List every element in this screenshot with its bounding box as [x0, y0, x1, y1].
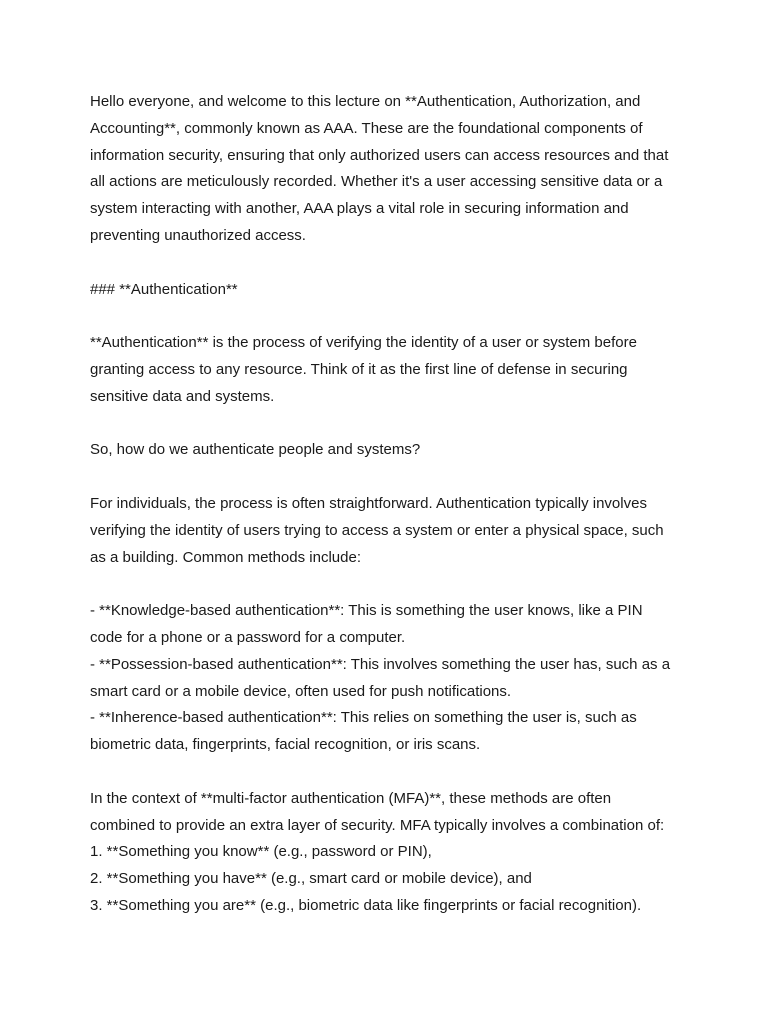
list-item-line: code for a phone or a password for a computer.	[90, 628, 406, 646]
section-heading	[90, 277, 690, 304]
text-line: For individuals, the process is often straightforward. Authentication typically involves	[90, 494, 647, 512]
list-item-line: 2. **Something you have** (e.g., smart card or mobile device), and	[90, 870, 532, 888]
text-line: preventing unauthorized access.	[90, 226, 306, 244]
list-item-line: smart card or a mobile device, often used for push notifications.	[90, 682, 512, 700]
text-line: Accounting**, commonly known as AAA. These are the foundational components of	[90, 119, 643, 137]
heading-line: ### **Authentication**	[90, 280, 238, 298]
text-line: combined to provide an extra layer of security. MFA typically involves a combination of:	[90, 816, 665, 834]
list-item-line: - **Knowledge-based authentication**: This is something the user knows, like a PIN	[90, 602, 643, 620]
paragraph-gap	[90, 571, 690, 598]
paragraph-gap	[90, 464, 690, 491]
text-line: verifying the identity of users trying to access a system or enter a physical space, such	[90, 521, 664, 539]
text-line: all actions are meticulously recorded. Whether it's a user accessing sensitive data or a	[90, 173, 663, 191]
text-line: So, how do we authenticate people and systems?	[90, 441, 421, 459]
individuals-paragraph	[90, 491, 690, 571]
list-item-line: - **Inherence-based authentication**: This relies on something the user is, such as	[90, 709, 637, 727]
text-line: system interacting with another, AAA plays a vital role in securing information and	[90, 200, 629, 218]
paragraph-gap	[90, 411, 690, 438]
definition-paragraph	[90, 330, 690, 410]
document-page	[90, 89, 690, 920]
intro-paragraph	[90, 89, 690, 250]
paragraph-gap	[90, 759, 690, 786]
list-item-line: 1. **Something you know** (e.g., password or PIN),	[90, 843, 432, 861]
text-line: information security, ensuring that only authorized users can access resources and that	[90, 146, 669, 164]
paragraph-gap	[90, 303, 690, 330]
text-line: In the context of **multi-factor authentication (MFA)**, these methods are often	[90, 789, 612, 807]
methods-list	[90, 598, 690, 759]
text-line: as a building. Common methods include:	[90, 548, 361, 566]
paragraph-gap	[90, 250, 690, 277]
text-line: granting access to any resource. Think of it as the first line of defense in securing	[90, 360, 628, 378]
list-item-line: - **Possession-based authentication**: This involves something the user has, such as a	[90, 655, 671, 673]
list-item-line: biometric data, fingerprints, facial recognition, or iris scans.	[90, 736, 481, 754]
text-line: Hello everyone, and welcome to this lecture on **Authentication, Authorization, and	[90, 93, 641, 110]
question-paragraph	[90, 437, 690, 464]
text-line: **Authentication** is the process of verifying the identity of a user or system before	[90, 334, 637, 352]
text-line: sensitive data and systems.	[90, 387, 275, 405]
mfa-paragraph	[90, 786, 690, 920]
list-item-line: 3. **Something you are** (e.g., biometric data like fingerprints or facial recognition).	[90, 896, 642, 914]
